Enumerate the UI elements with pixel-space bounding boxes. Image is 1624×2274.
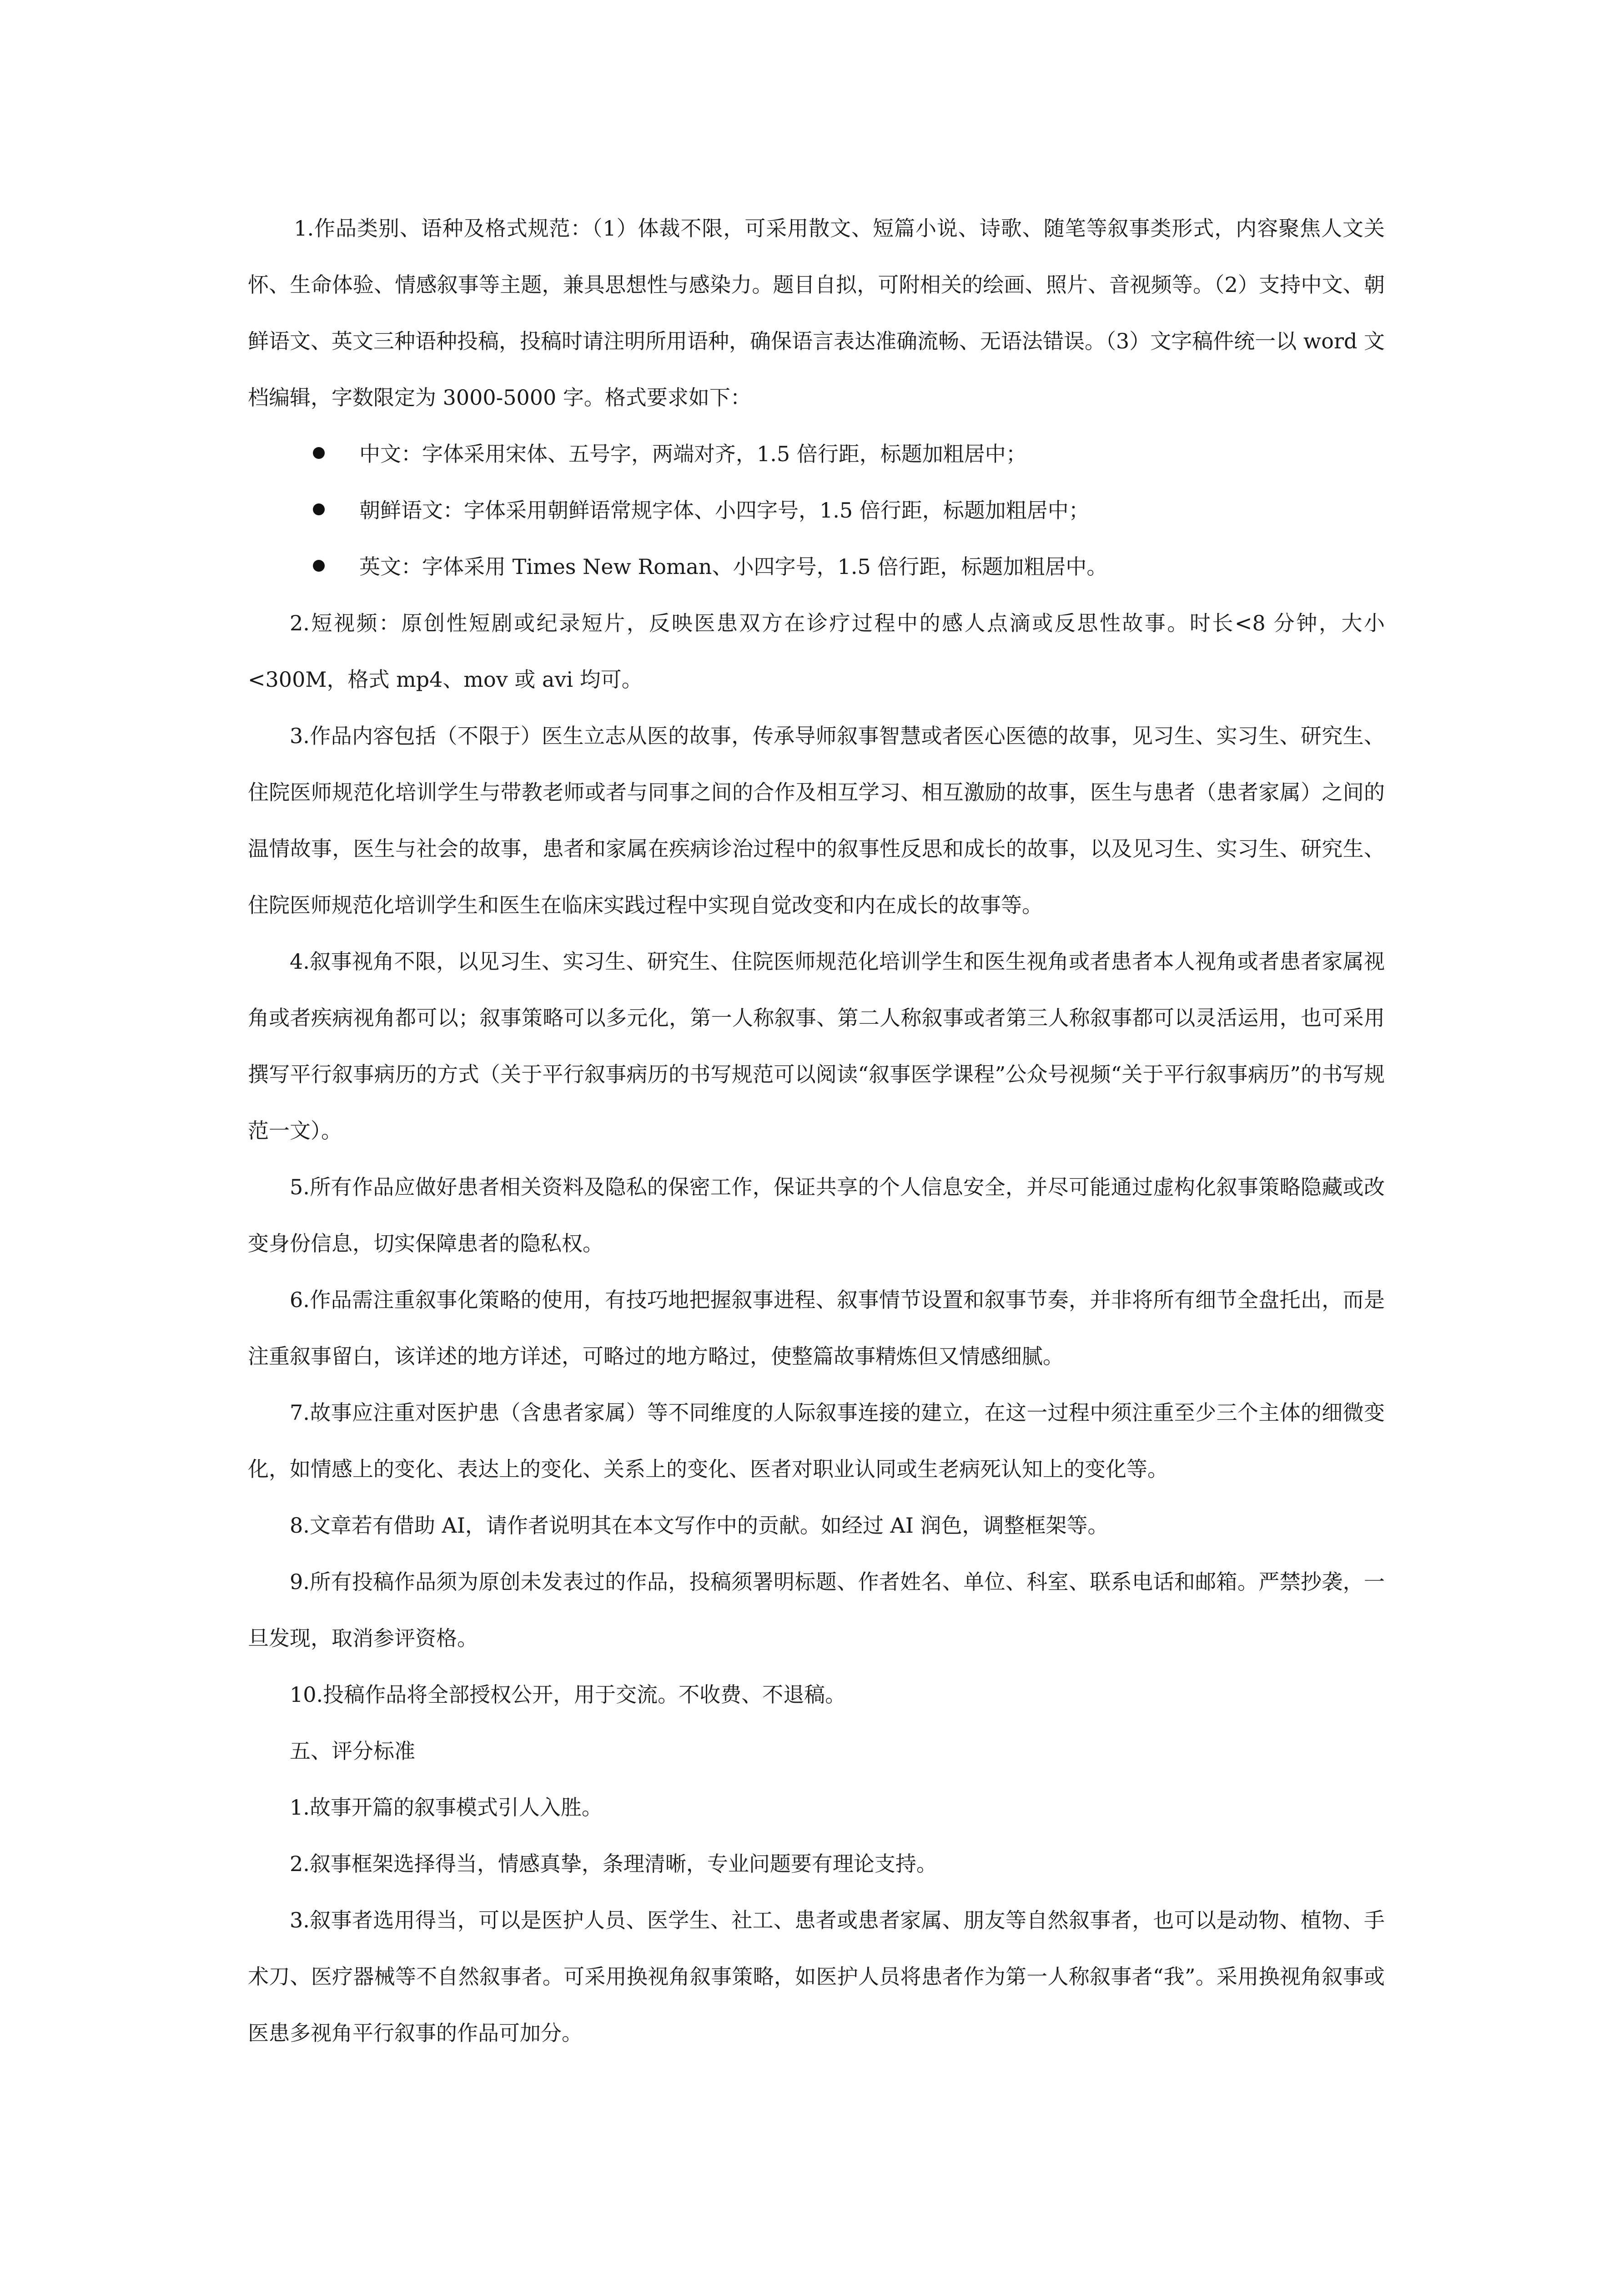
paragraph-content-scope: 3.作品内容包括（不限于）医生立志从医的故事，传承导师叙事智慧或者医心医德的故事，见习生、实习生、研究生、住院医师规范化培训学生与带教老师或者与同事之间的合作及相互学习、相互激励的故事，医生与患者（患者家属）之间的温情故事，医生与社会的故事，患者和家属在疾病诊治过程中的叙事性反思和成长的故事，以及见习生、实习生、研究生、住院医师规范化培训学生和医生在临床实践过程中实现自觉改变和内在成长的故事等。 xyxy=(248,724,1385,917)
section-heading-scoring: 五、评分标准 xyxy=(290,1739,415,1763)
paragraph-narrative-perspective: 4.叙事视角不限，以见习生、实习生、研究生、住院医师规范化培训学生和医生视角或者患者本人视角或者患者家属视角或者疾病视角都可以；叙事策略可以多元化，第一人称叙事、第二人称叙事或者第三人称叙事都可以灵活运用，也可采用撰写平行叙事病历的方式（关于平行叙事病历的书写规范可以阅读“叙事医学课程”公众号视频“关于平行叙事病历”的书写规范一文）。 xyxy=(248,949,1385,1143)
format-item-text: 英文：字体采用 Times New Roman、小四字号，1.5 倍行距，标题加粗居中。 xyxy=(359,554,1108,579)
format-item-korean xyxy=(248,482,1385,538)
paragraph-interpersonal-connection: 7.故事应注重对医护患（含患者家属）等不同维度的人际叙事连接的建立，在这一过程中须注重至少三个主体的细微变化，如情感上的变化、表达上的变化、关系上的变化、医者对职业认同或生老病死认知上的变化等。 xyxy=(248,1400,1385,1481)
format-item-english xyxy=(248,538,1385,595)
bullet-dot-icon xyxy=(313,447,325,459)
format-requirements-list xyxy=(248,426,1385,595)
bullet-dot-icon xyxy=(313,503,325,515)
paragraph-originality: 9.所有投稿作品须为原创未发表过的作品，投稿须署明标题、作者姓名、单位、科室、联系电话和邮箱。严禁抄袭，一旦发现，取消参评资格。 xyxy=(248,1570,1385,1650)
format-item-text: 中文：字体采用宋体、五号字，两端对齐，1.5 倍行距，标题加粗居中； xyxy=(359,442,1027,466)
paragraph-short-video: 2.短视频：原创性短剧或纪录短片，反映医患双方在诊疗过程中的感人点滴或反思性故事。时长<8 分钟，大小<300M，格式 mp4、mov 或 avi 均可。 xyxy=(248,611,1385,692)
criterion-opening: 1.故事开篇的叙事模式引人入胜。 xyxy=(290,1795,603,1820)
criterion-framework: 2.叙事框架选择得当，情感真挚，条理清晰，专业问题要有理论支持。 xyxy=(290,1851,937,1876)
format-item-text: 朝鲜语文：字体采用朝鲜语常规字体、小四字号，1.5 倍行距，标题加粗居中； xyxy=(359,498,1090,523)
bullet-dot-icon xyxy=(313,560,325,572)
criterion-narrator: 3.叙事者选用得当，可以是医护人员、医学生、社工、患者或患者家属、朋友等自然叙事者，也可以是动物、植物、手术刀、医疗器械等不自然叙事者。可采用换视角叙事策略，如医护人员将患者作为第一人称叙事者“我”。采用换视角叙事或医患多视角平行叙事的作品可加分。 xyxy=(248,1908,1385,2045)
paragraph-narrative-strategy: 6.作品需注重叙事化策略的使用，有技巧地把握叙事进程、叙事情节设置和叙事节奏，并非将所有细节全盘托出，而是注重叙事留白，该详述的地方详述，可略过的地方略过，使整篇故事精炼但又情感细腻。 xyxy=(248,1288,1385,1368)
paragraph-privacy: 5.所有作品应做好患者相关资料及隐私的保密工作，保证共享的个人信息安全，并尽可能通过虚构化叙事策略隐藏或改变身份信息，切实保障患者的隐私权。 xyxy=(248,1175,1385,1256)
paragraph-work-categories: 1.作品类别、语种及格式规范：（1）体裁不限，可采用散文、短篇小说、诗歌、随笔等叙事类形式，内容聚焦人文关怀、生命体验、情感叙事等主题，兼具思想性与感染力。题目自拟，可附相关的绘画、照片、音视频等。（2）支持中文、朝鲜语文、英文三种语种投稿，投稿时请注明所用语种，确保语言表达准确流畅、无语法错误。（3）文字稿件统一以 word 文档编辑，字数限定为 3000-5000 字。格式要求如下： xyxy=(248,216,1385,410)
format-item-chinese xyxy=(248,426,1385,482)
document-page xyxy=(248,200,1385,2061)
paragraph-authorization: 10.投稿作品将全部授权公开，用于交流。不收费、不退稿。 xyxy=(290,1682,846,1707)
paragraph-ai-usage: 8.文章若有借助 AI，请作者说明其在本文写作中的贡献。如经过 AI 润色，调整框架等。 xyxy=(290,1513,1109,1538)
